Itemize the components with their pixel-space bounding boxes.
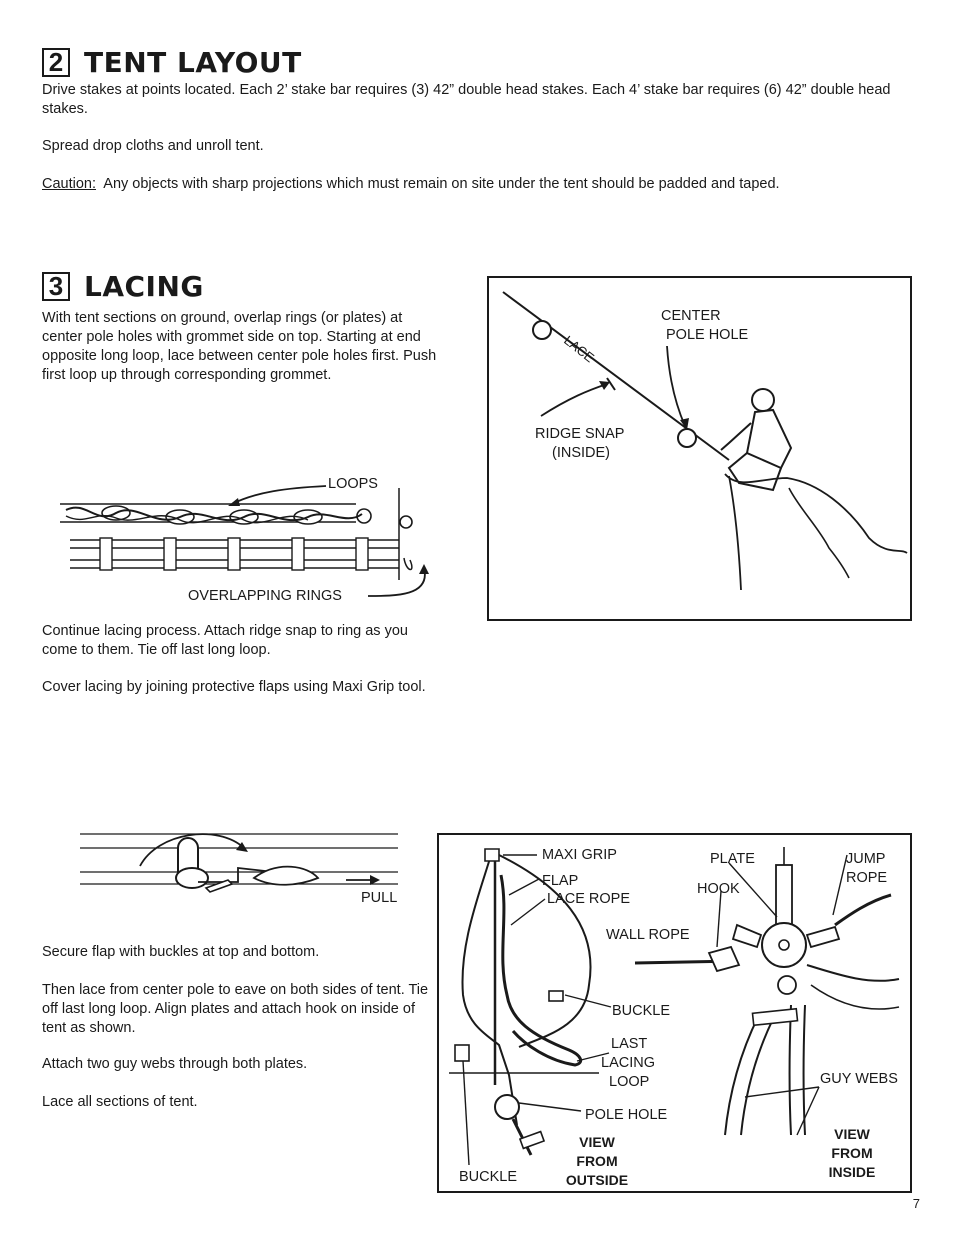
view-outside-label-2: FROM xyxy=(576,1153,618,1169)
view-inside-label-3: INSIDE xyxy=(828,1164,876,1180)
caution-label: Caution: xyxy=(42,176,97,192)
section-2-heading xyxy=(42,42,302,82)
lace-all-paragraph: Lace all sections of tent. xyxy=(42,1094,198,1110)
buckle-label: BUCKLE xyxy=(612,1003,671,1019)
page-number: 7 xyxy=(912,1196,920,1211)
loops-label: LOOPS xyxy=(328,476,378,492)
ridge-snap-label-1: RIDGE SNAP xyxy=(535,426,625,442)
view-outside-label-3: OUTSIDE xyxy=(565,1172,629,1188)
lacing-intro-paragraph: With tent sections on ground, overlap rings (or plates) at center pole holes with grommet side on top. Starting at end opposite long loop, lace between center pole holes first. Push first loop up through corresponding grommet. xyxy=(42,310,437,383)
overlapping-rings-label: OVERLAPPING RINGS xyxy=(188,588,342,604)
stakes-paragraph: Drive stakes at points located. Each 2’ stake bar requires (3) 42” double head stakes. Each 4’ stake bar requires (6) 42” double head stakes. xyxy=(42,82,891,117)
section-number: 3 xyxy=(42,272,70,301)
ridge-snap-figure xyxy=(487,276,912,621)
section-3-heading xyxy=(42,266,204,306)
jump-rope-label-1: JUMP xyxy=(846,851,886,867)
lace-label: LACE xyxy=(561,332,598,366)
continue-lacing-paragraph: Continue lacing process. Attach ridge snap to ring as you come to them. Tie off last long loop. xyxy=(42,623,408,658)
secure-flap-paragraph: Secure flap with buckles at top and bottom. xyxy=(42,944,320,960)
jump-rope-label-2: ROPE xyxy=(846,870,888,886)
last-lacing-loop-label-3: LOOP xyxy=(609,1074,650,1090)
plate-label: PLATE xyxy=(710,851,755,867)
section-number: 2 xyxy=(42,48,70,77)
maxi-grip-pull-figure xyxy=(78,820,418,920)
center-label-1: CENTER xyxy=(661,308,721,324)
pole-hole-label: POLE HOLE xyxy=(585,1107,668,1123)
drop-cloth-paragraph: Spread drop cloths and unroll tent. xyxy=(42,138,264,154)
ridge-snap-label-2: (INSIDE) xyxy=(552,445,610,461)
ridge-snap-illustration xyxy=(489,278,909,618)
view-inside-label-1: VIEW xyxy=(834,1126,870,1142)
section-title: LACING xyxy=(84,269,204,303)
section-title: TENT LAYOUT xyxy=(84,45,302,79)
maxi-grip-label: MAXI GRIP xyxy=(542,847,617,863)
last-lacing-loop-label-2: LACING xyxy=(601,1055,655,1071)
wall-rope-label: WALL ROPE xyxy=(606,927,690,943)
flap-label: FLAP xyxy=(542,873,579,889)
caution-paragraph xyxy=(42,175,780,194)
last-lacing-loop-label-1: LAST xyxy=(611,1036,648,1052)
guy-webs-label: GUY WEBS xyxy=(820,1071,898,1087)
guy-webs-paragraph: Attach two guy webs through both plates. xyxy=(42,1056,308,1072)
view-outside-label-1: VIEW xyxy=(579,1134,615,1150)
caution-text: Any objects with sharp projections which must remain on site under the tent should be padded and taped. xyxy=(96,176,780,192)
cover-lacing-paragraph: Cover lacing by joining protective flaps using Maxi Grip tool. xyxy=(42,679,426,695)
view-inside-label-2: FROM xyxy=(831,1145,873,1161)
outside-inside-views-figure xyxy=(437,833,912,1193)
pull-label: PULL xyxy=(361,890,398,906)
center-label-2: POLE HOLE xyxy=(666,327,749,343)
buckle-bottom-label: BUCKLE xyxy=(459,1169,518,1185)
lace-to-eave-paragraph: Then lace from center pole to eave on both sides of tent. Tie off last long loop. Align plates and attach hook on inside of tent as shown. xyxy=(42,982,429,1036)
hook-label: HOOK xyxy=(697,881,740,897)
views-illustration xyxy=(439,835,909,1190)
overlapping-rings-figure xyxy=(56,470,436,610)
lace-rope-label: LACE ROPE xyxy=(547,891,630,907)
